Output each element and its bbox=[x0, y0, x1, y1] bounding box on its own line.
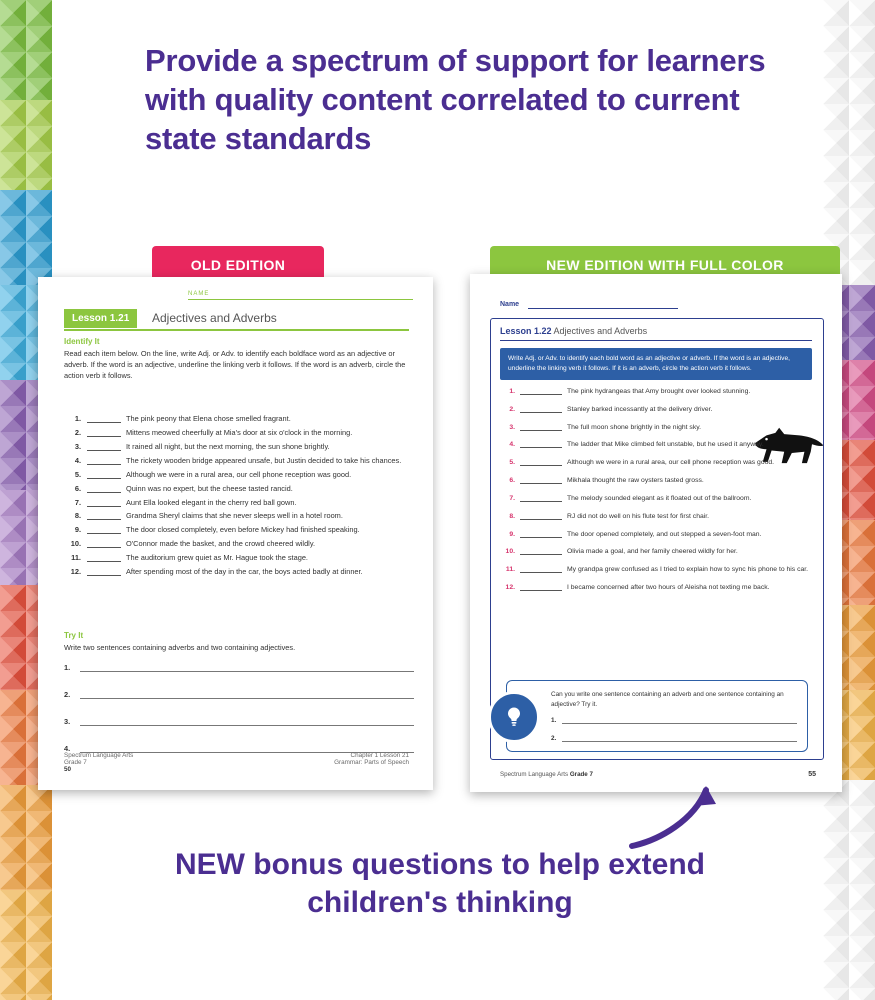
question-text: The auditorium grew quiet as Mr. Hague took the stage. bbox=[126, 553, 308, 563]
question-row bbox=[64, 511, 414, 522]
answer-blank[interactable] bbox=[87, 442, 121, 451]
directions-box: Write Adj. or Adv. to identify each bold word as an adjective or adverb. If the word is an adjective, underline the linking verb it follows. If it is an adverb, circle the action verb it follows. bbox=[500, 348, 812, 380]
footer-topic: Grammar: Parts of Speech bbox=[334, 759, 409, 766]
question-number: 1. bbox=[74, 414, 81, 423]
question-number: 5. bbox=[74, 469, 81, 479]
bonus-answer-line[interactable] bbox=[551, 715, 797, 724]
question-number: 6. bbox=[509, 477, 515, 485]
footer-title: Spectrum Language Arts bbox=[500, 771, 569, 778]
question-number: 9. bbox=[74, 525, 81, 535]
question-row bbox=[500, 547, 815, 557]
page-footer bbox=[500, 771, 816, 778]
answer-blank[interactable] bbox=[520, 494, 562, 502]
question-text: RJ did not do well on his flute test for first chair. bbox=[567, 512, 710, 520]
bonus-line-number: 2. bbox=[551, 735, 557, 742]
answer-blank[interactable] bbox=[520, 423, 562, 431]
answer-blank[interactable] bbox=[87, 498, 121, 507]
question-number: 2. bbox=[509, 405, 515, 413]
bonus-prompt: Can you write one sentence containing an adverb and one sentence containing an adjective? Try it. bbox=[551, 691, 784, 708]
question-number: 10. bbox=[505, 548, 515, 556]
bonus-answer-line[interactable] bbox=[551, 733, 797, 742]
question-row bbox=[500, 565, 815, 575]
answer-blank[interactable] bbox=[87, 525, 121, 534]
question-text: The full moon shone brightly in the night sky. bbox=[567, 423, 701, 431]
question-text: My grandpa grew confused as I tried to explain how to sync his phone to his car. bbox=[567, 566, 809, 574]
curved-arrow-icon bbox=[620, 780, 730, 850]
question-text: Quinn was no expert, but the cheese tasted rancid. bbox=[126, 483, 293, 493]
answer-line-number: 1. bbox=[64, 663, 71, 672]
lesson-header bbox=[500, 326, 647, 336]
answer-line[interactable] bbox=[64, 689, 414, 699]
answer-blank[interactable] bbox=[520, 547, 562, 555]
answer-blank[interactable] bbox=[87, 484, 121, 493]
page-title: Provide a spectrum of support for learners with quality content correlated to current state standards bbox=[145, 43, 766, 156]
answer-blank[interactable] bbox=[87, 470, 121, 479]
question-text: I became concerned after two hours of Aleisha not texting me back. bbox=[567, 583, 770, 591]
question-row bbox=[64, 456, 414, 467]
section-try-it bbox=[64, 631, 414, 653]
question-number: 3. bbox=[509, 423, 515, 431]
question-number: 4. bbox=[74, 455, 81, 465]
answer-blank[interactable] bbox=[520, 476, 562, 484]
question-text: It rained all night, but the next morning, the sun shone brightly. bbox=[126, 441, 330, 451]
bonus-line-number: 1. bbox=[551, 717, 557, 724]
question-text: The door opened completely, and out stepped a seven-foot man. bbox=[567, 530, 762, 538]
answer-blank[interactable] bbox=[520, 440, 562, 448]
question-number: 8. bbox=[509, 512, 515, 520]
bottom-caption: NEW bonus questions to help extend children's thinking bbox=[174, 848, 705, 919]
answer-line-number: 2. bbox=[64, 690, 71, 699]
question-row bbox=[64, 414, 414, 425]
question-number: 5. bbox=[509, 459, 515, 467]
lesson-header bbox=[64, 309, 409, 328]
answer-blank[interactable] bbox=[87, 539, 121, 548]
name-label: NAME bbox=[188, 291, 210, 297]
question-row bbox=[500, 423, 815, 433]
lesson-number: Lesson 1.21 bbox=[64, 309, 137, 328]
answer-blank[interactable] bbox=[87, 511, 121, 520]
old-edition-worksheet bbox=[38, 277, 433, 790]
question-row bbox=[500, 458, 815, 468]
question-text: Although we were in a rural area, our cell phone reception was good. bbox=[126, 469, 352, 479]
bonus-rule[interactable] bbox=[562, 733, 797, 742]
name-label: Name bbox=[500, 301, 520, 308]
try-it-directions: Write two sentences containing adverbs and two containing adjectives. bbox=[64, 643, 296, 652]
section-directions: Read each item below. On the line, write Adj. or Adv. to identify each boldface word as an adjective or adverb. If the word is an adjective, underline the linking verb it follows. If the word is an adverb, circle the action verb it follows. bbox=[64, 349, 406, 381]
strip-band bbox=[0, 190, 52, 285]
bonus-rule[interactable] bbox=[562, 715, 797, 724]
lesson-rule bbox=[500, 340, 812, 341]
lesson-rule bbox=[64, 329, 409, 331]
question-number: 6. bbox=[74, 483, 81, 493]
question-number: 11. bbox=[505, 566, 515, 574]
question-row bbox=[64, 498, 414, 509]
question-row bbox=[64, 553, 414, 564]
page-number: 55 bbox=[808, 771, 816, 778]
question-row bbox=[64, 428, 414, 439]
answer-line[interactable] bbox=[64, 662, 414, 672]
question-row bbox=[64, 484, 414, 495]
answer-blank[interactable] bbox=[87, 414, 121, 423]
footer-grade: Grade 7 bbox=[64, 759, 87, 766]
question-row bbox=[64, 470, 414, 481]
strip-band bbox=[823, 0, 875, 285]
answer-blank[interactable] bbox=[87, 456, 121, 465]
question-text: The melody sounded elegant as it floated out of the ballroom. bbox=[567, 494, 752, 502]
question-text: Aunt Ella looked elegant in the cherry red ball gown. bbox=[126, 497, 297, 507]
question-row bbox=[64, 442, 414, 453]
answer-line[interactable] bbox=[64, 716, 414, 726]
footer-grade: Grade 7 bbox=[569, 771, 593, 778]
strip-band bbox=[0, 0, 52, 100]
question-text: The door closed completely, even before Mickey had finished speaking. bbox=[126, 525, 360, 535]
question-number: 1. bbox=[509, 388, 515, 395]
lesson-number: Lesson 1.22 bbox=[500, 326, 552, 336]
question-number: 10. bbox=[70, 539, 81, 549]
page-number: 50 bbox=[64, 766, 72, 773]
question-number: 8. bbox=[74, 511, 81, 521]
question-text: The pink hydrangeas that Amy brought over looked stunning. bbox=[567, 388, 751, 395]
question-text: Olivia made a goal, and her family cheered wildly for her. bbox=[567, 548, 738, 556]
question-text: Mikhala thought the raw oysters tasted gross. bbox=[567, 477, 704, 485]
question-text: Mittens meowed cheerfully at Mia's door at six o'clock in the morning. bbox=[126, 427, 353, 437]
question-row bbox=[500, 440, 815, 450]
question-number: 2. bbox=[74, 427, 81, 437]
question-number: 11. bbox=[71, 553, 81, 563]
name-rule bbox=[188, 299, 413, 300]
question-row bbox=[500, 494, 815, 504]
question-text: Stanley barked incessantly at the delivery driver. bbox=[567, 405, 713, 413]
answer-blank[interactable] bbox=[520, 583, 562, 591]
question-text: Although we were in a rural area, our cell phone reception was good. bbox=[567, 459, 775, 467]
answer-rule[interactable] bbox=[80, 716, 414, 726]
strip-band bbox=[0, 890, 52, 1000]
page-footer bbox=[64, 752, 409, 773]
question-number: 12. bbox=[70, 567, 81, 577]
question-row bbox=[500, 530, 815, 540]
question-text: O'Connor made the basket, and the crowd cheered wildly. bbox=[126, 539, 316, 549]
strip-band bbox=[0, 100, 52, 190]
question-number: 3. bbox=[74, 441, 81, 451]
section-heading-try-it: Try It bbox=[64, 631, 84, 640]
answer-blank[interactable] bbox=[520, 512, 562, 520]
question-text: The rickety wooden bridge appeared unsafe, but Justin decided to take his chances. bbox=[126, 455, 402, 465]
answer-rule[interactable] bbox=[80, 689, 414, 699]
answer-rule[interactable] bbox=[80, 662, 414, 672]
lightbulb-icon bbox=[488, 691, 540, 743]
answer-blank[interactable] bbox=[520, 458, 562, 466]
answer-line-number: 4. bbox=[64, 744, 71, 753]
footer-title: Spectrum Language Arts bbox=[64, 752, 134, 759]
section-heading-identify-it: Identify It bbox=[64, 337, 100, 346]
bonus-question-box bbox=[506, 680, 808, 752]
strip-band bbox=[823, 780, 875, 1000]
question-row bbox=[500, 405, 815, 415]
strip-band bbox=[0, 785, 52, 890]
question-number: 7. bbox=[74, 497, 81, 507]
answer-blank[interactable] bbox=[520, 387, 562, 395]
answer-blank[interactable] bbox=[520, 405, 562, 413]
answer-blank[interactable] bbox=[87, 428, 121, 437]
question-number: 4. bbox=[509, 441, 515, 449]
question-row bbox=[64, 525, 414, 536]
new-edition-worksheet bbox=[470, 274, 842, 792]
lightbulb-glyph bbox=[502, 705, 526, 729]
question-text: The ladder that Mike climbed felt unstable, but he used it anyway. bbox=[567, 441, 764, 449]
lesson-title: Adjectives and Adverbs bbox=[152, 311, 277, 325]
answer-blank[interactable] bbox=[87, 553, 121, 562]
answer-blank[interactable] bbox=[520, 565, 562, 573]
question-text: The pink peony that Elena chose smelled fragrant. bbox=[126, 414, 291, 423]
question-number: 7. bbox=[509, 494, 515, 502]
answer-line-number: 3. bbox=[64, 717, 71, 726]
lesson-title: Adjectives and Adverbs bbox=[553, 326, 648, 336]
question-row bbox=[500, 387, 815, 397]
question-row bbox=[500, 583, 815, 593]
answer-blank[interactable] bbox=[520, 530, 562, 538]
answer-blank[interactable] bbox=[87, 567, 121, 576]
footer-chapter: Chapter 1 Lesson 21 bbox=[350, 752, 409, 759]
label-old-edition: OLD EDITION bbox=[152, 246, 324, 284]
name-rule bbox=[528, 308, 678, 309]
question-list bbox=[64, 414, 414, 581]
question-text: Grandma Sheryl claims that she never sleeps well in a hotel room. bbox=[126, 511, 343, 521]
question-row bbox=[500, 512, 815, 522]
question-number: 9. bbox=[509, 530, 515, 538]
question-row bbox=[64, 567, 414, 578]
label-new-edition: NEW EDITION WITH FULL COLOR bbox=[490, 246, 840, 284]
question-list bbox=[500, 387, 815, 601]
question-number: 12. bbox=[505, 583, 515, 591]
question-row bbox=[500, 476, 815, 486]
question-row bbox=[64, 539, 414, 550]
question-text: After spending most of the day in the car, the boys acted badly at dinner. bbox=[126, 567, 363, 577]
